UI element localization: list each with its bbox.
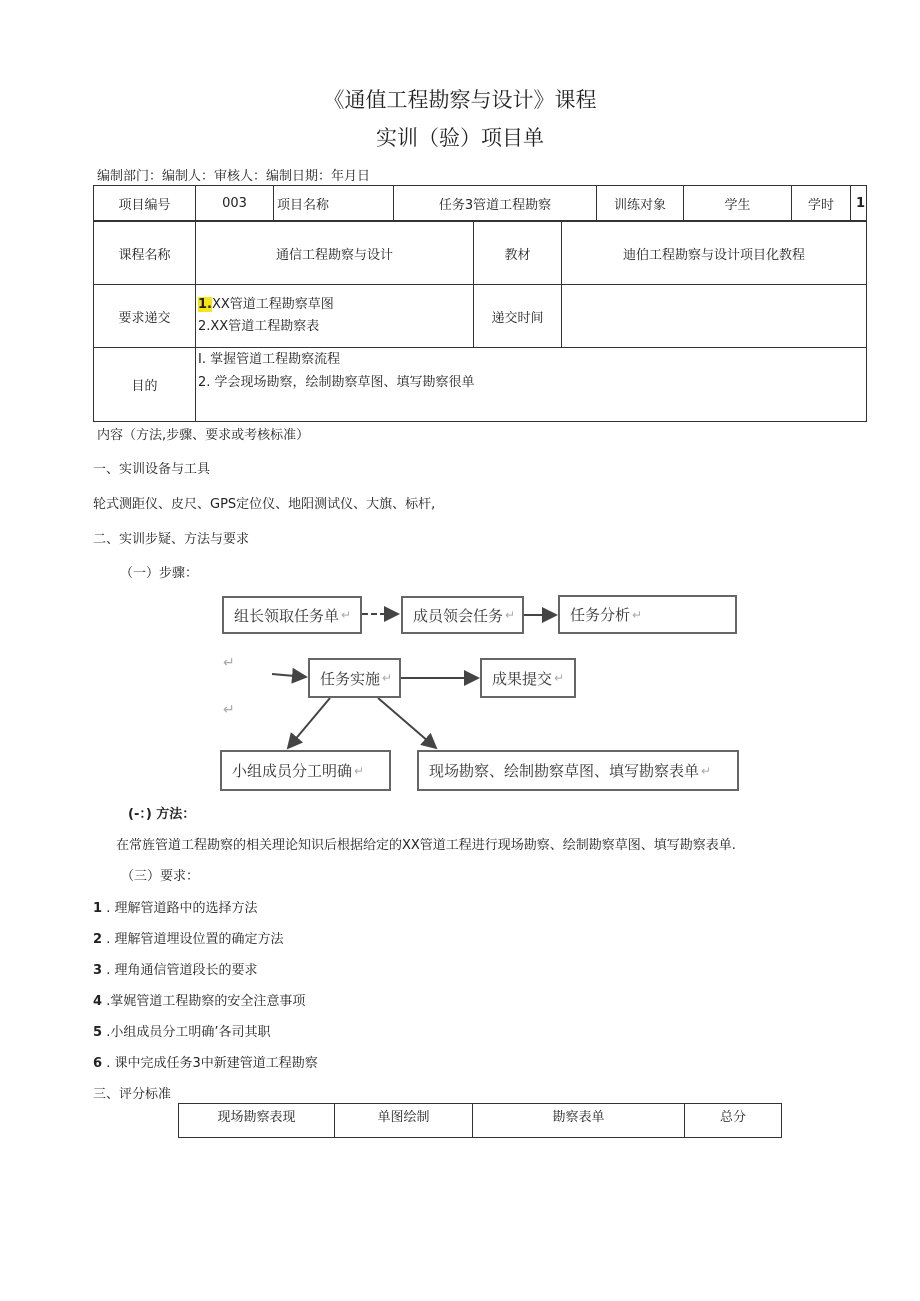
arrow-4-6 — [288, 698, 330, 748]
submit-label: 要求递交 — [94, 285, 196, 348]
meta-line: 编制部门：编制人：审核人：编制日期：年月日 — [97, 169, 371, 184]
flow-box-submit-result: 成果提交 ↵ — [480, 658, 576, 698]
textbook-value: 迪伯工程勘察与设计项目化教程 — [562, 222, 867, 285]
requirements-title: （三）要求： — [121, 869, 200, 884]
hours-value: 1 — [851, 186, 867, 221]
arrow-4-7 — [378, 698, 436, 748]
method-title: (-：) 方法： — [128, 807, 196, 822]
score-header-drawing: 单图绘制 — [335, 1104, 473, 1138]
submit-item-2: 2.XX管道工程勘察表 — [198, 319, 320, 334]
purpose-item-1: I. 掌握管道工程勘察流程 — [198, 352, 341, 367]
requirement-3: 3 . 理角通信管道段长的要求 — [93, 963, 258, 978]
score-table — [178, 1103, 782, 1138]
requirement-1: 1 . 理解管道路中的选择方法 — [93, 901, 258, 916]
flow-box-division: 小组成员分工明确 ↵ — [220, 750, 391, 791]
return-mark-2: ↵ — [223, 702, 235, 718]
project-no-value: 003 — [196, 186, 274, 221]
requirement-4: 4 .掌娓管道工程勘察的安全注意事项 — [93, 994, 306, 1009]
document-title: 《通值工程勘察与设计》课程 — [323, 88, 597, 112]
score-header-field: 现场勘察表现 — [179, 1104, 335, 1138]
flow-box-task-analysis: 任务分析 ↵ — [558, 595, 737, 634]
steps-title: （一）步骤： — [120, 566, 199, 581]
target-value: 学生 — [684, 186, 792, 221]
arrow-into-4 — [272, 674, 306, 677]
project-name-label: 项目名称 — [274, 186, 394, 221]
submit-item-1-text: XX管道工程勘察草图 — [211, 297, 334, 312]
flow-box-leader-task: 组长领取任务单 ↵ — [222, 596, 362, 634]
purpose-label: 目的 — [94, 348, 196, 422]
section1-title: 一、实训设备与工具 — [93, 462, 211, 477]
document-subtitle: 实训（验）项目单 — [376, 126, 544, 150]
course-value: 通信工程勘察与设计 — [196, 222, 474, 285]
return-mark-1: ↵ — [223, 655, 235, 671]
score-header-total: 总分 — [685, 1104, 782, 1138]
score-header-form: 勘察表单 — [473, 1104, 685, 1138]
requirement-5: 5 .小组成员分工明确’各司其职 — [93, 1025, 271, 1040]
section3-title: 三、评分标准 — [93, 1087, 172, 1102]
section2-title: 二、实训步疑、方法与要求 — [93, 532, 250, 547]
target-label: 训练对象 — [597, 186, 684, 221]
flow-box-member-task: 成员领会任务 ↵ — [401, 596, 524, 634]
project-name-value: 任务3管道工程勘察 — [394, 186, 597, 221]
requirement-2: 2 . 理解管道埋设位置的确定方法 — [93, 932, 284, 947]
flow-box-implementation: 任务实施 ↵ — [308, 658, 401, 698]
project-no-label: 项目编号 — [94, 186, 196, 221]
flow-box-survey: 现场勘察、绘制勘察草图、填写勘察表单 ↵ — [417, 750, 739, 791]
textbook-label: 教材 — [474, 222, 562, 285]
submit-item-1-num: 1. — [198, 297, 212, 312]
content-header: 内容（方法,步骤、要求或考核标准） — [97, 428, 310, 443]
submit-time-label: 递交时间 — [474, 285, 562, 348]
hours-label: 学时 — [792, 186, 851, 221]
purpose-item-2: 2. 学会现场勘察，绘制勘察草图、填写勘察很单 — [198, 375, 475, 390]
requirement-6: 6 . 课中完成任务3中新建管道工程勘察 — [93, 1056, 318, 1071]
method-text: 在常旌管道工程勘察的相关理论知识后根据给定的XX管道工程进行现场勘察、绘制勘察草图、填写勘察表单. — [116, 838, 736, 853]
section1-text: 轮式测距仪、皮尺、GPS定位仪、地阳测试仪、大旗、标杆, — [93, 497, 436, 512]
course-label: 课程名称 — [94, 222, 196, 285]
